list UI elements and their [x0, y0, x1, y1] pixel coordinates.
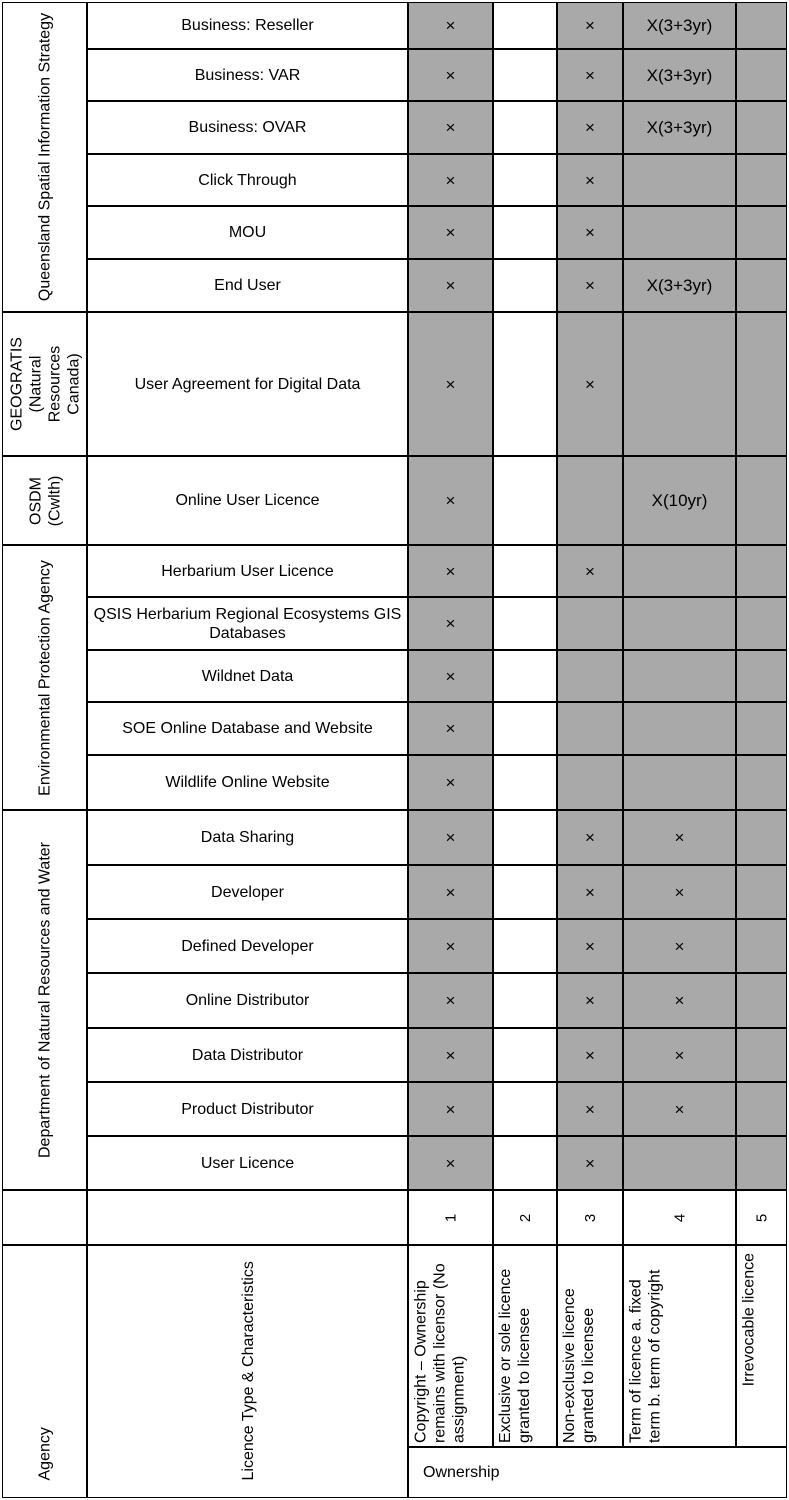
mark-cell-2 — [493, 1082, 557, 1136]
mark-cell-4 — [623, 206, 736, 259]
mark-value — [737, 651, 786, 701]
mark-cell-5 — [736, 919, 787, 973]
header-agency — [2, 1245, 87, 1498]
mark-cell-3 — [557, 1082, 623, 1136]
mark-value: × — [585, 16, 595, 35]
licence-type-label: Developer — [211, 883, 284, 901]
mark-value — [737, 974, 786, 1027]
mark-cell-1 — [408, 702, 493, 755]
mark-cell-4 — [623, 865, 736, 919]
licence-type-cell — [87, 1028, 408, 1082]
mark-cell-1 — [408, 865, 493, 919]
licence-type-cell — [87, 101, 408, 154]
mark-value: × — [445, 1153, 456, 1173]
mark-value — [494, 102, 556, 153]
mark-value — [494, 920, 556, 972]
licence-type-label: MOU — [228, 224, 267, 241]
mark-cell-2 — [493, 755, 557, 810]
mark-value: × — [445, 170, 456, 190]
mark-cell-2 — [493, 154, 557, 206]
mark-cell-3 — [557, 810, 623, 865]
mark-cell-1 — [408, 312, 493, 456]
mark-value — [558, 598, 622, 649]
licence-type-cell — [87, 702, 408, 755]
mark-cell-5 — [736, 2, 787, 49]
agency-label: Department of Natural Resources and Water — [36, 842, 53, 1158]
mark-value — [494, 1083, 556, 1135]
mark-value: × — [585, 882, 595, 902]
mark-value: X(3+3yr) — [646, 118, 713, 137]
mark-cell-2 — [493, 259, 557, 312]
licence-type-label: Business: OVAR — [188, 119, 307, 136]
mark-cell-4 — [623, 597, 736, 650]
licence-type-cell — [87, 973, 408, 1028]
licence-type-cell — [87, 1136, 408, 1190]
mark-value: × — [445, 276, 456, 295]
agency-label: GEOGRATIS (Natural Resources Canada) — [7, 337, 82, 431]
column-number: 2 — [516, 1213, 534, 1222]
mark-value: × — [585, 991, 595, 1010]
agency-label: OSDM (Cwlth) — [26, 475, 63, 526]
mark-value: × — [674, 1099, 685, 1119]
mark-cell-2 — [493, 101, 557, 154]
mark-cell-1 — [408, 545, 493, 597]
agency-label: Environmental Protection Agency — [36, 559, 53, 796]
licence-type-cell — [87, 597, 408, 650]
licence-type-cell — [87, 755, 408, 810]
mark-cell-4 — [623, 1082, 736, 1136]
licence-type-label: Product Distributor — [181, 1100, 314, 1118]
mark-cell-2 — [493, 1028, 557, 1082]
mark-value: × — [585, 1153, 595, 1173]
mark-value — [558, 703, 622, 754]
mark-cell-5 — [736, 259, 787, 312]
mark-value: × — [445, 561, 456, 581]
header-col-1 — [408, 1245, 493, 1447]
mark-value — [494, 457, 556, 544]
mark-value — [558, 457, 622, 544]
header-col-label: Term of licence a. fixed term b. term of copyright — [627, 1269, 663, 1443]
mark-value: × — [445, 118, 456, 137]
mark-value — [494, 313, 556, 455]
agency-cell — [2, 545, 87, 810]
mark-cell-4 — [623, 1028, 736, 1082]
mark-value — [737, 546, 786, 596]
mark-cell-1 — [408, 973, 493, 1028]
mark-cell-3 — [557, 1136, 623, 1190]
mark-cell-5 — [736, 597, 787, 650]
mark-cell-4 — [623, 2, 736, 49]
mark-value: × — [445, 882, 456, 902]
mark-cell-3 — [557, 456, 623, 545]
mark-value — [737, 1083, 786, 1135]
header-col-5 — [736, 1245, 787, 1447]
mark-value: X(3+3yr) — [646, 276, 713, 295]
mark-cell-1 — [408, 1082, 493, 1136]
mark-value: × — [445, 719, 456, 738]
mark-value — [624, 651, 735, 701]
licence-type-label: Wildlife Online Website — [165, 774, 330, 791]
mark-value — [494, 1029, 556, 1081]
mark-value: × — [585, 374, 595, 394]
mark-value: × — [445, 1099, 456, 1119]
mark-value — [494, 1137, 556, 1189]
mark-value — [494, 207, 556, 258]
mark-value — [737, 457, 786, 544]
mark-value: X(3+3yr) — [646, 65, 713, 85]
mark-value — [737, 866, 786, 918]
mark-cell-1 — [408, 259, 493, 312]
mark-cell-1 — [408, 456, 493, 545]
mark-cell-2 — [493, 545, 557, 597]
mark-value — [737, 260, 786, 311]
mark-cell-2 — [493, 702, 557, 755]
header-licence-label: Licence Type & Characteristics — [239, 1260, 256, 1480]
mark-cell-2 — [493, 810, 557, 865]
licence-type-label: End User — [214, 277, 281, 294]
mark-value — [737, 811, 786, 864]
licence-type-cell — [87, 545, 408, 597]
mark-cell-2 — [493, 1136, 557, 1190]
licence-type-label: User Agreement for Digital Data — [134, 375, 361, 393]
mark-value: × — [445, 614, 456, 633]
licence-type-cell — [87, 259, 408, 312]
mark-value — [558, 651, 622, 701]
mark-value — [494, 260, 556, 311]
mark-cell-1 — [408, 650, 493, 702]
mark-cell-4 — [623, 545, 736, 597]
mark-cell-5 — [736, 650, 787, 702]
mark-cell-3 — [557, 1028, 623, 1082]
mark-cell-3 — [557, 259, 623, 312]
mark-cell-2 — [493, 312, 557, 456]
mark-value: × — [445, 374, 456, 394]
mark-value — [558, 756, 622, 809]
mark-value: × — [445, 828, 456, 847]
mark-value: × — [445, 936, 456, 956]
header-col-3 — [557, 1245, 623, 1447]
column-number-cell — [493, 1190, 557, 1245]
header-licence — [87, 1245, 408, 1498]
mark-value — [624, 598, 735, 649]
mark-cell-1 — [408, 1028, 493, 1082]
mark-value — [737, 756, 786, 809]
mark-value — [494, 703, 556, 754]
mark-cell-4 — [623, 456, 736, 545]
licence-type-label: SOE Online Database and Website — [122, 720, 373, 737]
mark-cell-5 — [736, 810, 787, 865]
mark-cell-2 — [493, 650, 557, 702]
mark-cell-3 — [557, 154, 623, 206]
blank-cell — [2, 1190, 87, 1245]
mark-value: × — [585, 1045, 595, 1065]
column-number-cell — [408, 1190, 493, 1245]
licence-type-cell — [87, 456, 408, 545]
mark-cell-2 — [493, 597, 557, 650]
mark-value: × — [585, 118, 595, 137]
mark-cell-5 — [736, 1028, 787, 1082]
licence-type-label: Online User Licence — [175, 492, 320, 509]
mark-cell-3 — [557, 545, 623, 597]
mark-cell-1 — [408, 101, 493, 154]
mark-value — [624, 313, 735, 455]
mark-cell-3 — [557, 702, 623, 755]
mark-value — [737, 703, 786, 754]
mark-cell-3 — [557, 2, 623, 49]
header-col-label: Irrevocable licence — [740, 1253, 757, 1387]
mark-cell-3 — [557, 101, 623, 154]
mark-value — [737, 3, 786, 48]
licence-type-label: Data Sharing — [200, 829, 295, 846]
mark-cell-5 — [736, 545, 787, 597]
licence-type-cell — [87, 865, 408, 919]
mark-value — [737, 207, 786, 258]
mark-value: × — [585, 1099, 595, 1119]
mark-value — [737, 1029, 786, 1081]
licence-type-label: Business: Reseller — [181, 17, 314, 34]
licence-type-cell — [87, 919, 408, 973]
mark-cell-1 — [408, 810, 493, 865]
mark-value: × — [445, 991, 456, 1010]
mark-cell-3 — [557, 206, 623, 259]
mark-cell-1 — [408, 919, 493, 973]
mark-cell-2 — [493, 456, 557, 545]
mark-value: × — [674, 828, 685, 847]
mark-cell-5 — [736, 702, 787, 755]
mark-cell-4 — [623, 973, 736, 1028]
mark-cell-1 — [408, 206, 493, 259]
mark-cell-1 — [408, 49, 493, 101]
header-col-label: Exclusive or sole licence granted to licensee — [497, 1268, 533, 1443]
column-number-cell — [736, 1190, 787, 1245]
mark-cell-4 — [623, 755, 736, 810]
mark-value: × — [445, 666, 456, 686]
mark-cell-3 — [557, 650, 623, 702]
mark-cell-1 — [408, 154, 493, 206]
header-col-label: Copyright – Ownership remains with licensor (No assignment) — [412, 1263, 467, 1443]
mark-value: × — [585, 170, 595, 190]
mark-cell-4 — [623, 810, 736, 865]
mark-cell-4 — [623, 1136, 736, 1190]
licence-type-label: Wildnet Data — [201, 667, 294, 685]
mark-cell-5 — [736, 312, 787, 456]
licence-type-cell — [87, 2, 408, 49]
mark-value: × — [445, 773, 456, 792]
mark-cell-5 — [736, 49, 787, 101]
column-number: 5 — [753, 1213, 770, 1222]
mark-value — [737, 1137, 786, 1189]
mark-value: × — [674, 936, 685, 956]
mark-value: × — [674, 1045, 685, 1065]
mark-value — [737, 155, 786, 205]
mark-value: × — [585, 65, 595, 85]
mark-value: × — [585, 276, 595, 295]
column-number: 4 — [671, 1213, 688, 1222]
mark-cell-5 — [736, 1082, 787, 1136]
mark-value — [494, 756, 556, 809]
licence-type-label: User Licence — [200, 1154, 295, 1172]
mark-value: × — [445, 1045, 456, 1065]
blank-cell — [87, 1190, 408, 1245]
mark-cell-3 — [557, 597, 623, 650]
mark-value — [624, 1137, 735, 1189]
header-col-2 — [493, 1245, 557, 1447]
licence-type-cell — [87, 206, 408, 259]
mark-value: X(10yr) — [651, 491, 708, 510]
mark-value: × — [674, 991, 685, 1010]
mark-cell-5 — [736, 865, 787, 919]
mark-value — [737, 313, 786, 455]
mark-value — [494, 651, 556, 701]
mark-cell-4 — [623, 49, 736, 101]
licence-type-cell — [87, 49, 408, 101]
mark-value: × — [585, 828, 595, 847]
mark-cell-5 — [736, 101, 787, 154]
mark-value: × — [445, 65, 456, 85]
mark-cell-4 — [623, 650, 736, 702]
licence-type-label: QSIS Herbarium Regional Ecosystems GIS Databases — [93, 605, 402, 642]
agency-cell — [2, 312, 87, 456]
mark-cell-4 — [623, 312, 736, 456]
mark-cell-3 — [557, 973, 623, 1028]
mark-value — [494, 811, 556, 864]
column-number: 3 — [581, 1213, 599, 1222]
mark-cell-3 — [557, 865, 623, 919]
header-col-label: Non-exclusive licence granted to licensee — [561, 1288, 597, 1443]
header-agency-label: Agency — [36, 1426, 53, 1480]
mark-value — [737, 102, 786, 153]
mark-cell-4 — [623, 154, 736, 206]
licence-type-label: Herbarium User Licence — [161, 562, 334, 580]
mark-cell-5 — [736, 1136, 787, 1190]
agency-cell — [2, 456, 87, 545]
mark-value — [624, 207, 735, 258]
licence-type-cell — [87, 810, 408, 865]
mark-value — [494, 546, 556, 596]
licence-type-label: Click Through — [198, 171, 297, 189]
mark-cell-4 — [623, 919, 736, 973]
mark-value — [624, 155, 735, 205]
mark-cell-4 — [623, 259, 736, 312]
mark-value — [494, 598, 556, 649]
mark-cell-3 — [557, 49, 623, 101]
mark-cell-5 — [736, 755, 787, 810]
mark-cell-1 — [408, 755, 493, 810]
mark-cell-2 — [493, 973, 557, 1028]
column-number: 1 — [442, 1213, 459, 1222]
licence-type-label: Data Distributor — [191, 1046, 304, 1064]
agency-cell — [2, 2, 87, 312]
licence-type-cell — [87, 154, 408, 206]
column-number-cell — [557, 1190, 623, 1245]
mark-value: × — [445, 223, 456, 242]
mark-value — [624, 703, 735, 754]
mark-cell-5 — [736, 973, 787, 1028]
mark-cell-5 — [736, 206, 787, 259]
mark-cell-3 — [557, 919, 623, 973]
header-col-4 — [623, 1245, 736, 1447]
mark-cell-2 — [493, 2, 557, 49]
mark-value: × — [445, 491, 456, 510]
mark-cell-1 — [408, 2, 493, 49]
mark-cell-3 — [557, 312, 623, 456]
ownership-group-cell — [408, 1447, 787, 1498]
licence-type-label: Online Distributor — [185, 992, 310, 1009]
column-number-cell — [623, 1190, 736, 1245]
mark-value: × — [585, 561, 595, 581]
mark-cell-5 — [736, 456, 787, 545]
mark-value — [737, 50, 786, 100]
licence-type-cell — [87, 650, 408, 702]
mark-value — [494, 3, 556, 48]
ownership-group-label: Ownership — [423, 1463, 500, 1481]
mark-cell-4 — [623, 702, 736, 755]
mark-value: × — [445, 16, 456, 35]
mark-value: X(3+3yr) — [646, 16, 713, 35]
mark-cell-2 — [493, 865, 557, 919]
mark-cell-2 — [493, 49, 557, 101]
mark-value — [494, 155, 556, 205]
mark-value — [494, 974, 556, 1027]
mark-value — [624, 756, 735, 809]
mark-cell-5 — [736, 154, 787, 206]
mark-cell-2 — [493, 206, 557, 259]
licence-type-label: Business: VAR — [194, 66, 301, 84]
mark-cell-1 — [408, 597, 493, 650]
mark-value: × — [585, 936, 595, 956]
licence-type-cell — [87, 1082, 408, 1136]
mark-value — [494, 50, 556, 100]
licence-type-cell — [87, 312, 408, 456]
mark-cell-3 — [557, 755, 623, 810]
mark-cell-2 — [493, 919, 557, 973]
mark-cell-4 — [623, 101, 736, 154]
mark-value: × — [585, 223, 595, 242]
mark-value — [737, 920, 786, 972]
mark-value — [737, 598, 786, 649]
mark-value: × — [674, 882, 685, 902]
mark-value — [494, 866, 556, 918]
mark-cell-1 — [408, 1136, 493, 1190]
agency-cell — [2, 810, 87, 1190]
licence-type-label: Defined Developer — [181, 937, 314, 955]
agency-label: Queensland Spatial Information Strategy — [36, 12, 53, 302]
mark-value — [624, 546, 735, 596]
